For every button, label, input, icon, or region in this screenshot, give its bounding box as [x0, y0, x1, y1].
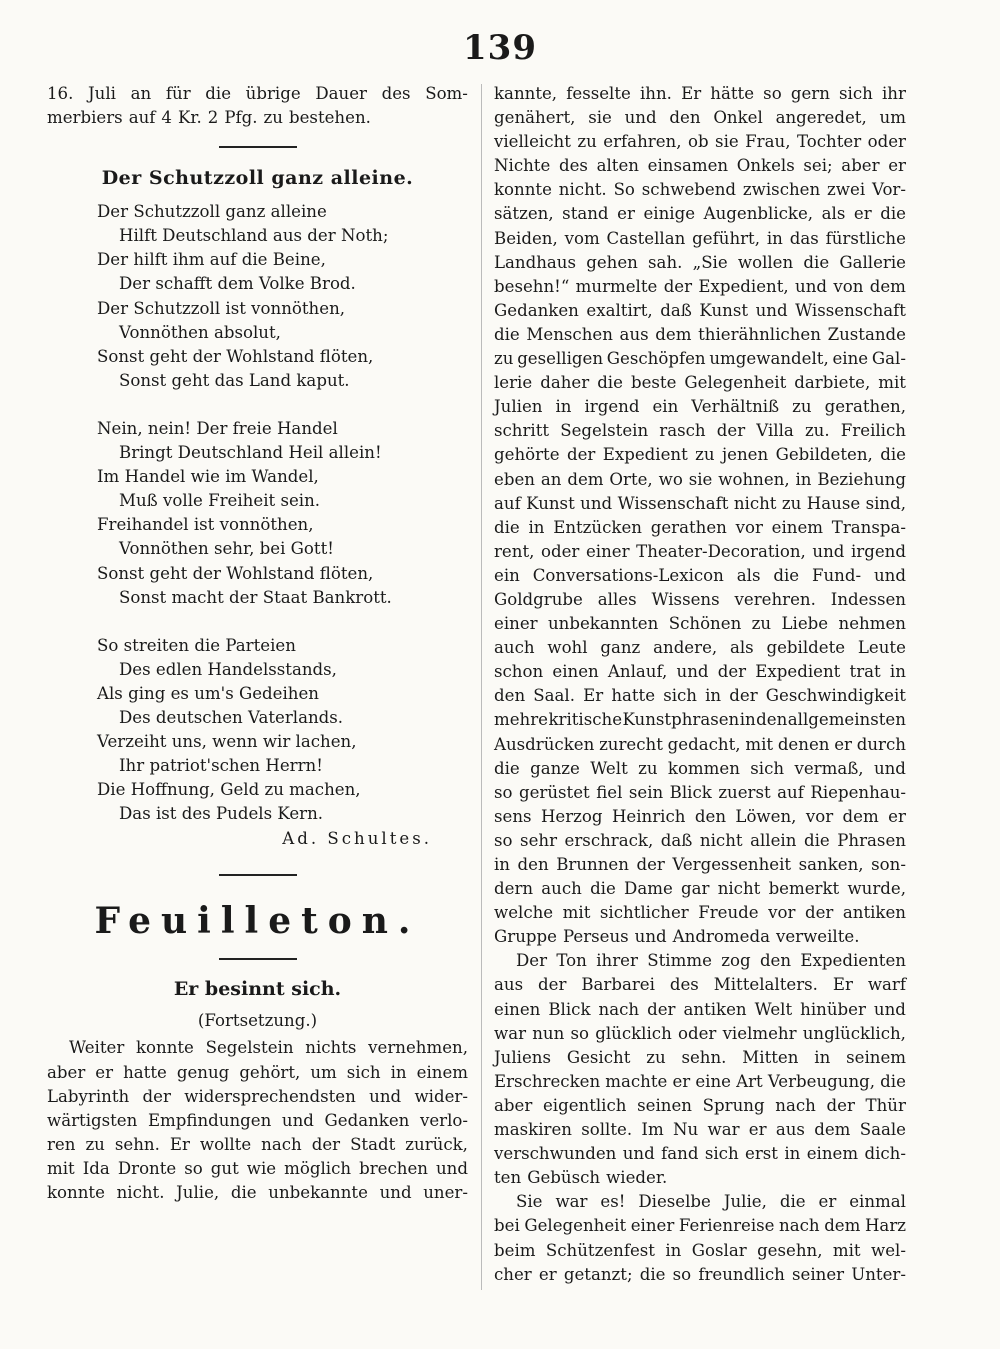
text-line: einer unbekannten Schönen zu Liebe nehmen [494, 614, 906, 634]
text-line: die in Entzücken gerathen vor einem Transpa- [494, 517, 906, 537]
poem-verse: Ihr patriot'schen Herrn! [119, 756, 323, 776]
poem-title: Der Schutzzoll ganz alleine. [101, 167, 414, 190]
column-divider [481, 84, 482, 1290]
text-line: mehre kritische Kunstphrasen in den allgemeinsten [494, 710, 906, 730]
text-line: aus der Barbarei des Mittelalters. Er warf [494, 975, 906, 995]
text-line: besehn!“ murmelte der Expedient, und von dem [494, 276, 906, 296]
stanza-gap [97, 610, 468, 634]
text-line: eben an dem Orte, wo sie wohnen, in Beziehung [494, 469, 906, 489]
text-line: zu geselligen Geschöpfen umgewandelt, eine Gal- [494, 349, 906, 369]
text-line: Gruppe Perseus und Andromeda verweilte. [494, 927, 860, 947]
text-line: Beiden, vom Castellan geführt, in das fürstliche [494, 228, 906, 248]
text-line: Julien in irgend ein Verhältniß zu gerathen, [494, 397, 906, 417]
text-line: gehörte der Expedient zu jenen Gebildeten, die [494, 445, 906, 465]
text-line: auch wohl ganz andere, als gebildete Leute [494, 638, 906, 658]
text-line: die ganze Welt zu kommen sich vermaß, und [494, 758, 906, 778]
text-line: verschwunden und fand sich erst in einem dich- [494, 1144, 906, 1164]
story-subtitle: (Fortsetzung.) [197, 1011, 318, 1031]
poem-verse: Der hilft ihm auf die Beine, [97, 250, 326, 270]
text-line: auf Kunst und Wissenschaft nicht zu Hause sind, [494, 493, 906, 513]
poem-verse: Verzeiht uns, wenn wir lachen, [97, 732, 357, 752]
poem [47, 200, 468, 826]
right-column [494, 82, 906, 1287]
text-line: die Menschen aus dem thierähnlichen Zustande [494, 324, 906, 344]
story-paragraph [494, 82, 906, 949]
text-line: cher er getanzt; die so freundlich seiner Unter- [494, 1264, 906, 1284]
poem-verse: Des deutschen Vaterlands. [119, 707, 344, 727]
notice-text [47, 82, 468, 130]
poem-verse: Sonst geht das Land kaput. [119, 370, 350, 390]
text-line: Labyrinth der widersprechendsten und wider- [47, 1086, 468, 1106]
text-line: Sie war es! Dieselbe Julie, die er einmal [516, 1192, 906, 1212]
text-line: rent, oder einer Theater-Decoration, und irgend [494, 541, 906, 561]
text-line: bei Gelegenheit einer Ferienreise nach dem Harz [494, 1216, 906, 1236]
text-line: beim Schützenfest in Goslar gesehn, mit wel- [494, 1240, 906, 1260]
stanza-gap [97, 393, 468, 417]
text-line: ein Conversations-Lexicon als die Fund- und [494, 565, 906, 585]
text-line: Weiter konnte Segelstein nichts vernehmen, [69, 1038, 468, 1058]
poem-verse: So streiten die Parteien [97, 635, 296, 655]
feuilleton-heading: Feuilleton. [94, 900, 421, 943]
text-line: war nun so glücklich oder vielmehr unglücklich, [494, 1023, 906, 1043]
text-line: Landhaus gehen sah. „Sie wollen die Gallerie [494, 252, 906, 272]
text-line: konnte nicht. Julie, die unbekannte und uner- [47, 1183, 468, 1202]
left-column [47, 82, 468, 1205]
text-line: sätzen, stand er einige Augenblicke, als er die [494, 204, 906, 224]
poem-verse: Der Schutzzoll ganz alleine [97, 202, 327, 222]
text-line: in den Brunnen der Vergessenheit sanken, son- [494, 855, 906, 874]
story-text [47, 1036, 468, 1205]
poem-verse: Der schafft dem Volke Brod. [119, 274, 356, 294]
poem-verse: Muß volle Freiheit sein. [119, 491, 321, 511]
poem-verse: Der Schutzzoll ist vonnöthen, [97, 298, 346, 318]
text-line: maskiren sollte. Im Nu war er aus dem Saale [494, 1120, 906, 1140]
poem-verse: Sonst macht der Staat Bankrott. [119, 587, 392, 607]
poem-verse: Sonst geht der Wohlstand flöten, [97, 346, 374, 366]
text-line: genähert, sie und den Onkel angeredet, um [494, 108, 906, 128]
story-title: Er besinnt sich. [173, 978, 342, 1001]
text-line: Goldgrube alles Wissens verehren. Indessen [494, 589, 906, 609]
poem-verse: Sonst geht der Wohlstand flöten, [97, 563, 374, 583]
text-line: lerie daher die beste Gelegenheit darbiete, mit [494, 373, 906, 393]
poem-verse: Vonnöthen sehr, bei Gott! [119, 539, 334, 559]
page-number: 139 [463, 28, 537, 68]
text-line: den Saal. Er hatte sich in der Geschwindigkeit [494, 686, 906, 706]
text-line: dern auch die Dame gar nicht bemerkt wurde, [494, 879, 906, 899]
text-line: kannte, fesselte ihn. Er hätte so gern sich ihr [494, 84, 906, 103]
text-line: aber eigentlich seinen Sprung nach der Thür [494, 1095, 906, 1115]
text-line: wärtigsten Empfindungen und Gedanken verlo- [47, 1110, 468, 1130]
poem-verse: Hilft Deutschland aus der Noth; [119, 226, 389, 246]
poem-verse: Die Hoffnung, Geld zu machen, [97, 780, 361, 800]
text-line: merbiers auf 4 Kr. 2 Pfg. zu bestehen. [47, 108, 371, 128]
poem-verse: Nein, nein! Der freie Handel [97, 418, 338, 438]
text-line: Ausdrücken zurecht gedacht, mit denen er durch [494, 734, 906, 754]
text-line: Der Ton ihrer Stimme zog den Expedienten [516, 951, 906, 971]
text-line: ten Gebüsch wieder. [494, 1168, 668, 1188]
text-line: mit Ida Dronte so gut wie möglich brechen und [47, 1158, 468, 1178]
text-line: so sehr erschrack, daß nicht allein die Phrasen [494, 830, 906, 850]
text-line: schritt Segelstein rasch der Villa zu. Freilich [494, 421, 906, 441]
poem-verse: Freihandel ist vonnöthen, [97, 515, 314, 535]
text-line: vielleicht zu erfahren, ob sie Frau, Tochter oder [494, 132, 906, 152]
story-paragraph [494, 949, 906, 1190]
text-line: konnte nicht. So schwebend zwischen zwei Vor- [494, 180, 906, 200]
poem-verse: Des edlen Handelsstands, [119, 659, 337, 679]
text-line: Nichte des alten einsamen Onkels sei; aber er [494, 156, 906, 176]
poem-verse: Als ging es um's Gedeihen [97, 683, 319, 703]
poem-verse: Das ist des Pudels Kern. [119, 804, 324, 824]
text-line: Juliens Gesicht zu sehn. Mitten in seinem [494, 1047, 906, 1067]
text-line: aber er hatte genug gehört, um sich in einem [47, 1062, 468, 1082]
text-line: sens Herzog Heinrich den Löwen, vor dem er [494, 806, 906, 826]
text-line: schon einen Anlauf, und der Expedient trat in [494, 662, 906, 682]
text-line: ren zu sehn. Er wollte nach der Stadt zurück, [47, 1134, 468, 1154]
poem-author: Ad. Schultes. [282, 829, 432, 849]
poem-verse: Bringt Deutschland Heil allein! [119, 443, 382, 463]
text-line: so gerüstet fiel sein Blick zuerst auf Riepenhau- [494, 782, 906, 802]
text-line: 16. Juli an für die übrige Dauer des Som- [47, 84, 468, 103]
text-line: einen Blick nach der antiken Welt hinüber und [494, 999, 906, 1019]
text-line: Gedanken exaltirt, daß Kunst und Wissenschaft [494, 300, 906, 320]
story-paragraph [494, 1190, 906, 1286]
text-line: Erschrecken machte er eine Art Verbeugung, die [494, 1071, 906, 1091]
text-line: welche mit sichtlicher Freude vor der antiken [494, 903, 906, 923]
poem-verse: Im Handel wie im Wandel, [97, 467, 319, 487]
poem-verse: Vonnöthen absolut, [119, 322, 281, 342]
